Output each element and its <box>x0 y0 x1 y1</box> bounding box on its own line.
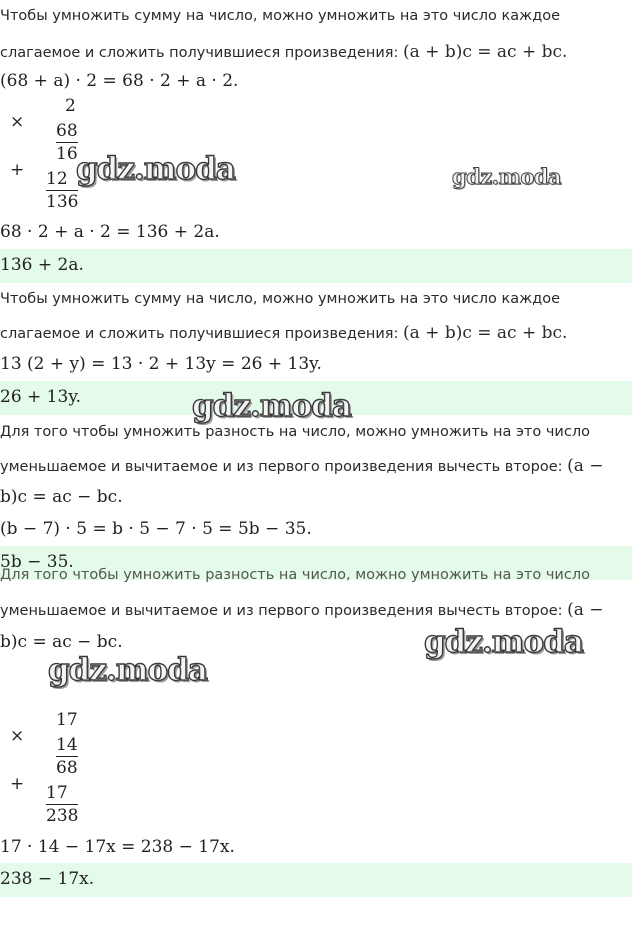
rule-text-line <box>0 456 604 476</box>
rule-text-line <box>0 42 567 62</box>
partial-product: 68 <box>56 758 78 778</box>
partial-product: 17 <box>46 783 68 803</box>
clipped-rule-line <box>0 567 632 584</box>
answer-text: 5b − 35. <box>0 552 74 572</box>
answer-box <box>0 249 632 283</box>
rule-formula: (a − <box>567 456 604 476</box>
rule-text: слагаемое и сложить получившиеся произведения: <box>0 326 403 342</box>
multiplier: 68 <box>56 121 78 141</box>
rule-formula: (a + b)c = ac + bc. <box>403 42 568 62</box>
solution-step: 17 · 14 − 17x = 238 − 17x. <box>0 837 235 857</box>
answer-text: 26 + 13y. <box>0 387 82 407</box>
column-bar <box>56 756 78 757</box>
column-bar <box>56 142 78 143</box>
solution-step: (b − 7) · 5 = b · 5 − 7 · 5 = 5b − 35. <box>0 519 312 539</box>
rule-formula: (a − <box>567 600 604 620</box>
watermark-logo: gdz.moda <box>192 388 351 424</box>
column-result: 238 <box>46 806 79 826</box>
plus-sign: + <box>10 160 25 180</box>
column-bar <box>46 190 78 191</box>
column-bar <box>46 804 78 805</box>
rule-formula: (a + b)c = ac + bc. <box>403 323 568 343</box>
watermark-logo: gdz.moda <box>452 164 562 189</box>
rule-formula-continued: b)c = ac − bc. <box>0 632 123 652</box>
column-result: 136 <box>46 192 79 212</box>
rule-text: уменьшаемое и вычитаемое и из первого произведения вычесть второе: <box>0 603 568 619</box>
rule-text-line: Чтобы умножить сумму на число, можно умножить на это число каждое <box>0 8 561 24</box>
solution-step: (68 + a) · 2 = 68 · 2 + a · 2. <box>0 71 239 91</box>
multiplier: 14 <box>56 735 78 755</box>
answer-text: 136 + 2a. <box>0 255 84 275</box>
answer-box <box>0 863 632 897</box>
partial-product: 16 <box>56 144 78 164</box>
multiplicand: 17 <box>56 710 78 730</box>
rule-text-line <box>0 600 604 620</box>
solution-step: 68 · 2 + a · 2 = 136 + 2a. <box>0 222 220 242</box>
solution-step: 13 (2 + y) = 13 · 2 + 13y = 26 + 13y. <box>0 354 322 374</box>
watermark-logo: gdz.moda <box>76 151 235 187</box>
rule-text-line: Для того чтобы умножить разность на число, можно умножить на это число <box>0 567 590 583</box>
plus-sign: + <box>10 774 25 794</box>
rule-text-line <box>0 323 567 343</box>
multiply-sign: × <box>10 726 25 746</box>
column-multiplication <box>0 710 120 830</box>
multiplicand: 2 <box>65 96 76 116</box>
rule-text: уменьшаемое и вычитаемое и из первого произведения вычесть второе: <box>0 459 568 475</box>
answer-text: 238 − 17x. <box>0 869 95 889</box>
rule-formula-continued: b)c = ac − bc. <box>0 487 123 507</box>
watermark-logo: gdz.moda <box>424 624 583 660</box>
watermark-logo: gdz.moda <box>48 652 207 688</box>
partial-product: 12 <box>46 169 68 189</box>
multiply-sign: × <box>10 112 25 132</box>
rule-text-line: Для того чтобы умножить разность на число, можно умножить на это число <box>0 424 590 440</box>
rule-text-line: Чтобы умножить сумму на число, можно умножить на это число каждое <box>0 291 561 307</box>
rule-text: слагаемое и сложить получившиеся произведения: <box>0 45 403 61</box>
